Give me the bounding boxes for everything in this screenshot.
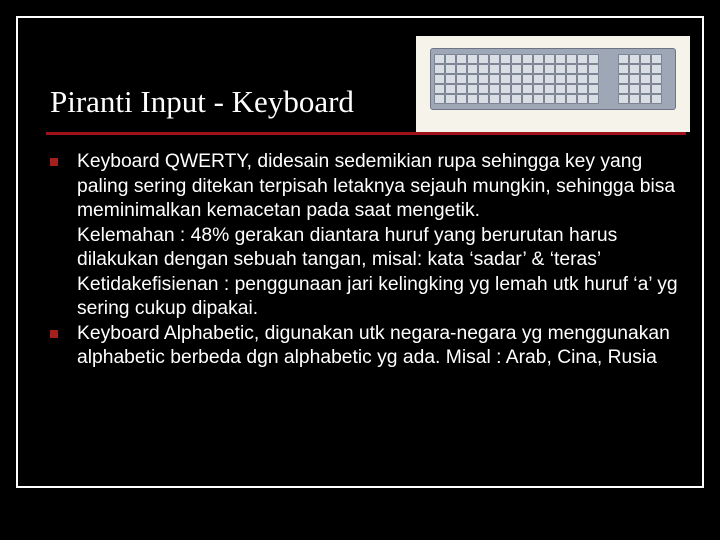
keyboard-key <box>467 84 478 94</box>
keyboard-key <box>577 64 588 74</box>
keyboard-key <box>456 74 467 84</box>
keyboard-numpad-key <box>618 64 629 74</box>
keyboard-key <box>467 64 478 74</box>
keyboard-key <box>434 64 445 74</box>
keyboard-key <box>478 84 489 94</box>
keyboard-key <box>489 84 500 94</box>
keyboard-key <box>555 54 566 64</box>
keyboard-key <box>500 94 511 104</box>
keyboard-key <box>588 64 599 74</box>
keyboard-numpad-key <box>618 94 629 104</box>
keyboard-key <box>533 64 544 74</box>
keyboard-numpad-key <box>651 94 662 104</box>
keyboard-key <box>544 84 555 94</box>
keyboard-key <box>489 64 500 74</box>
keyboard-key <box>555 84 566 94</box>
keyboard-key <box>500 74 511 84</box>
keyboard-key <box>434 54 445 64</box>
keyboard-key <box>456 64 467 74</box>
keyboard-key <box>467 94 478 104</box>
keyboard-numpad-key <box>640 54 651 64</box>
keyboard-key <box>522 84 533 94</box>
keyboard-key <box>588 74 599 84</box>
keyboard-key <box>533 94 544 104</box>
keyboard-key <box>478 54 489 64</box>
slide-title: Piranti Input - Keyboard <box>50 84 354 119</box>
keyboard-numpad-key <box>629 64 640 74</box>
keyboard-key <box>500 64 511 74</box>
keyboard-key <box>555 64 566 74</box>
keyboard-key <box>566 74 577 84</box>
keyboard-key <box>445 54 456 64</box>
keyboard-key <box>577 84 588 94</box>
keyboard-key <box>522 64 533 74</box>
keyboard-key <box>456 54 467 64</box>
keyboard-numpad-key <box>651 74 662 84</box>
bullet-marker <box>50 158 58 166</box>
keyboard-numpad-key <box>640 74 651 84</box>
keyboard-key <box>445 64 456 74</box>
keyboard-key <box>511 94 522 104</box>
keyboard-numpad-key <box>651 84 662 94</box>
keyboard-key <box>467 54 478 64</box>
bullet-list <box>50 150 690 371</box>
keyboard-key <box>434 74 445 84</box>
keyboard-key <box>445 74 456 84</box>
keyboard-key <box>555 74 566 84</box>
keyboard-key <box>566 54 577 64</box>
keyboard-numpad-key <box>629 84 640 94</box>
keyboard-key <box>489 94 500 104</box>
keyboard-numpad-key <box>629 94 640 104</box>
keyboard-key <box>588 84 599 94</box>
keyboard-key <box>555 94 566 104</box>
keyboard-numpad-key <box>651 64 662 74</box>
bullet-paragraph: Kelemahan : 48% gerakan diantara huruf yang berurutan harus dilakukan dengan sebuah tangan, misal: kata ‘sadar’ & ‘teras’ <box>77 224 618 270</box>
keyboard-key <box>544 74 555 84</box>
keyboard-key <box>456 94 467 104</box>
keyboard-key <box>522 54 533 64</box>
keyboard-numpad-key <box>640 64 651 74</box>
keyboard-numpad-key <box>640 94 651 104</box>
keyboard-key <box>588 54 599 64</box>
keyboard-key <box>577 54 588 64</box>
keyboard-numpad-key <box>629 74 640 84</box>
keyboard-key <box>478 74 489 84</box>
keyboard-key <box>511 64 522 74</box>
keyboard-key <box>544 54 555 64</box>
keyboard-key <box>577 74 588 84</box>
keyboard-key <box>533 54 544 64</box>
keyboard-key <box>489 54 500 64</box>
keyboard-numpad-key <box>618 84 629 94</box>
keyboard-key <box>544 94 555 104</box>
keyboard-diagram-image <box>416 36 690 132</box>
keyboard-key <box>445 94 456 104</box>
keyboard-numpad-key <box>629 54 640 64</box>
keyboard-key <box>500 54 511 64</box>
keyboard-key <box>511 54 522 64</box>
keyboard-key <box>445 84 456 94</box>
keyboard-key <box>511 84 522 94</box>
keyboard-key <box>489 74 500 84</box>
keyboard-key <box>500 84 511 94</box>
keyboard-key <box>467 74 478 84</box>
keyboard-key <box>478 94 489 104</box>
keyboard-key <box>434 94 445 104</box>
keyboard-numpad-key <box>618 54 629 64</box>
keyboard-key <box>522 74 533 84</box>
keyboard-key <box>533 74 544 84</box>
keyboard-key <box>533 84 544 94</box>
keyboard-key <box>522 94 533 104</box>
keyboard-key <box>588 94 599 104</box>
keyboard-key <box>566 64 577 74</box>
keyboard-key <box>566 94 577 104</box>
keyboard-key <box>511 74 522 84</box>
title-underline <box>46 132 686 135</box>
keyboard-key <box>478 64 489 74</box>
keyboard-key <box>456 84 467 94</box>
keyboard-numpad-key <box>651 54 662 64</box>
keyboard-key <box>577 94 588 104</box>
bullet-paragraph: Keyboard Alphabetic, digunakan utk negara-negara yg menggunakan alphabetic berbeda dgn alphabetic yg ada. Misal : Arab, Cina, Rusia <box>77 322 670 368</box>
keyboard-key <box>434 84 445 94</box>
keyboard-numpad-key <box>640 84 651 94</box>
keyboard-numpad-key <box>618 74 629 84</box>
keyboard-key <box>544 64 555 74</box>
bullet-paragraph: Ketidakefisienan : penggunaan jari kelingking yg lemah utk huruf ‘a’ yg sering cukup dipakai. <box>77 273 678 319</box>
bullet-item-qwerty <box>50 150 690 322</box>
bullet-item-alphabetic <box>50 322 690 371</box>
keyboard-key <box>566 84 577 94</box>
bullet-paragraph: Keyboard QWERTY, didesain sedemikian rupa sehingga key yang paling sering ditekan terpisah letaknya sejauh mungkin, sehingga bisa meminimalkan kemacetan pada saat mengetik. <box>77 151 676 221</box>
bullet-marker <box>50 330 58 338</box>
